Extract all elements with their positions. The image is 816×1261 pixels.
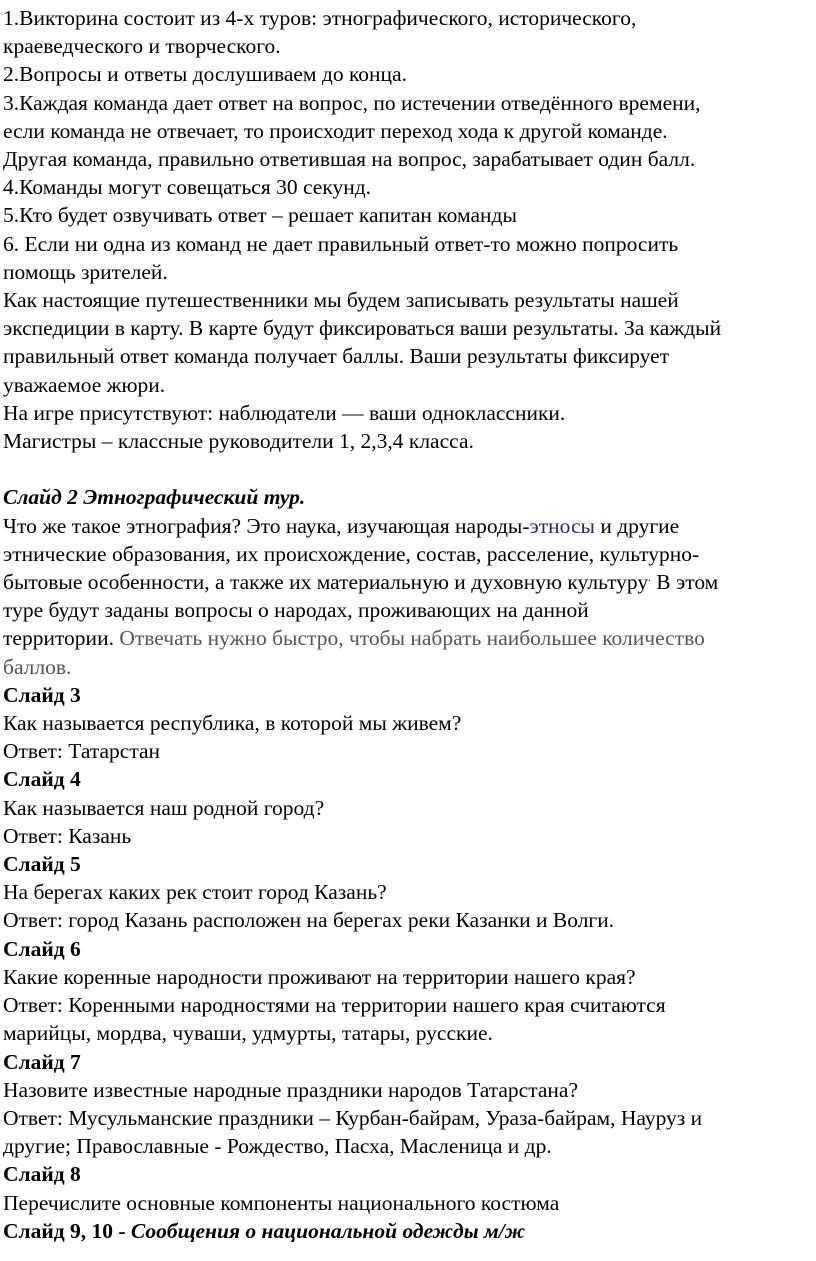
rule-line: 6. Если ни одна из команд не дает правильный ответ-то можно попросить — [3, 231, 679, 256]
question-text: Как называется наш родной город? — [3, 795, 325, 820]
slide-2-heading: Слайд 2 Этнографический тур. — [3, 485, 306, 510]
slide-2-text-part: В этом — [650, 570, 719, 595]
slide-heading-bold: Слайд 9, 10 - — [3, 1218, 131, 1243]
slide-heading: Слайд 4 — [3, 767, 81, 792]
slide-4-section — [3, 765, 812, 850]
slide-2-text-line — [3, 624, 812, 652]
rules-section — [3, 4, 812, 455]
slide-2-text-line: этнические образования, их происхождение, состав, расселение, культурно- — [3, 541, 700, 566]
rule-line: краеведческого и творческого. — [3, 34, 281, 59]
rule-line: 3.Каждая команда дает ответ на вопрос, по истечении отведённого времени, — [3, 90, 701, 115]
slide-2-sup-dot: . — [648, 571, 651, 584]
slide-2-text-part: территории. — [3, 626, 120, 651]
answer-text: другие; Православные - Рождество, Пасха, Масленица и др. — [3, 1134, 552, 1159]
slide-heading — [3, 1217, 812, 1245]
slide-heading: Слайд 3 — [3, 682, 81, 707]
slide-2-text-line — [3, 512, 812, 540]
slide-2-text-part: Что же такое этнография? Это наука, изучающая народы- — [3, 513, 530, 538]
answer-text: марийцы, мордва, чуваши, удмурты, татары, русские. — [3, 1021, 493, 1046]
slide-heading: Слайд 8 — [3, 1162, 81, 1187]
rule-line: уважаемое жюри. — [3, 372, 166, 397]
slide-heading-bold-italic: Сообщения о национальной одежды м/ж — [130, 1218, 526, 1243]
rule-line: правильный ответ команда получает баллы. Ваши результаты фиксирует — [3, 344, 670, 369]
answer-text: Ответ: Коренными народностями на территории нашего края считаются — [3, 993, 666, 1018]
slide-2-text-line — [3, 568, 812, 596]
blank-line — [3, 455, 812, 483]
slide-2-section — [3, 483, 812, 680]
slide-2-text-part: бытовые особенности, а также их материальную и духовную культуру — [3, 570, 649, 595]
rule-line: На игре присутствуют: наблюдатели — ваши одноклассники. — [3, 400, 566, 425]
rule-line: если команда не отвечает, то происходит переход хода к другой команде. — [3, 118, 668, 143]
slide-heading: Слайд 7 — [3, 1049, 81, 1074]
slide-3-section — [3, 681, 812, 766]
rule-line: 2.Вопросы и ответы дослушиваем до конца. — [3, 62, 407, 87]
slide-2-gray-text: баллов. — [3, 654, 72, 679]
rule-line: 4.Команды могут совещаться 30 секунд. — [3, 175, 372, 200]
rule-line: Другая команда, правильно ответившая на вопрос, зарабатывает один балл. — [3, 147, 696, 172]
slide-9-10-section — [3, 1217, 812, 1245]
ethnos-link[interactable]: этносы — [529, 513, 595, 538]
question-text: Какие коренные народности проживают на территории нашего края? — [3, 964, 636, 989]
answer-text: Ответ: Мусульманские праздники – Курбан-байрам, Ураза-байрам, Науруз и — [3, 1105, 703, 1130]
question-text: Как называется республика, в которой мы живем? — [3, 711, 462, 736]
slide-2-text-part: и другие — [594, 513, 680, 538]
rule-line: 5.Кто будет озвучивать ответ – решает капитан команды — [3, 203, 517, 228]
rule-line: Как настоящие путешественники мы будем записывать результаты нашей — [3, 288, 679, 313]
question-text: Назовите известные народные праздники народов Татарстана? — [3, 1077, 578, 1102]
slide-6-section — [3, 935, 812, 1048]
answer-text: Ответ: город Казань расположен на берегах реки Казанки и Волги. — [3, 908, 615, 933]
rule-line: 1.Викторина состоит из 4-х туров: этнографического, исторического, — [3, 6, 637, 30]
slide-heading: Слайд 5 — [3, 852, 81, 877]
question-text: Перечислите основные компоненты национального костюма — [3, 1190, 560, 1215]
slide-2-gray-text: Отвечать нужно быстро, чтобы набрать наибольшее количество — [119, 626, 705, 651]
slide-8-section — [3, 1160, 812, 1216]
rule-line: Магистры – классные руководители 1, 2,3,4 класса. — [3, 429, 474, 454]
slide-5-section — [3, 850, 812, 935]
answer-text: Ответ: Казань — [3, 823, 132, 848]
rule-line: помощь зрителей. — [3, 259, 168, 284]
slide-heading: Слайд 6 — [3, 936, 81, 961]
slide-7-section — [3, 1048, 812, 1161]
slide-2-text-line: туре будут заданы вопросы о народах, проживающих на данной — [3, 598, 589, 623]
question-text: На берегах каких рек стоит город Казань? — [3, 880, 387, 905]
answer-text: Ответ: Татарстан — [3, 739, 161, 764]
rule-line: экспедиции в карту. В карте будут фиксироваться ваши результаты. За каждый — [3, 316, 722, 341]
